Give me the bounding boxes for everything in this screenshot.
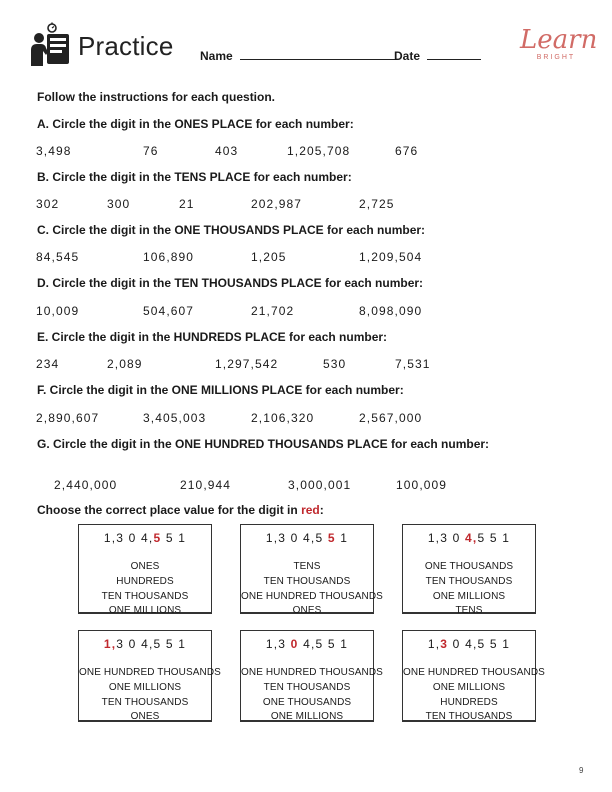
box-number xyxy=(241,637,373,653)
instructions-heading: Follow the instructions for each question. xyxy=(37,90,276,104)
answer-option[interactable]: HUNDREDS xyxy=(440,696,498,708)
number-item[interactable]: 76 xyxy=(143,144,159,158)
highlighted-digit: 5 xyxy=(327,531,336,545)
choose-label-red-word: red xyxy=(301,503,320,517)
answer-option[interactable]: ONE MILLIONS xyxy=(432,681,506,693)
number-item[interactable]: 300 xyxy=(107,197,131,211)
answer-option[interactable]: TEN THOUSANDS xyxy=(263,575,351,587)
question-f-numbers xyxy=(36,411,596,427)
number-item[interactable]: 202,987 xyxy=(251,197,303,211)
question-d-numbers xyxy=(36,304,596,320)
answer-option[interactable]: ONES xyxy=(130,561,160,572)
learn-bright-logo xyxy=(520,25,598,67)
answer-option[interactable]: HUNDREDS xyxy=(116,575,174,587)
number-item[interactable]: 21 xyxy=(179,197,195,211)
place-value-box xyxy=(402,524,536,617)
number-item[interactable]: 210,944 xyxy=(180,478,232,492)
question-a-title: A. Circle the digit in the ONES PLACE for each number: xyxy=(37,117,354,131)
answer-option[interactable]: TENS xyxy=(293,561,321,572)
box-number-part: 3 0 4,5 5 1 xyxy=(116,637,187,651)
box-number xyxy=(79,531,211,547)
number-item[interactable]: 403 xyxy=(215,144,239,158)
answer-option[interactable]: ONE MILLIONS xyxy=(108,605,182,617)
box-number-part: 5 5 1 xyxy=(477,531,511,545)
answer-option[interactable]: ONE HUNDRED THOUSANDS xyxy=(79,667,221,678)
question-d-title: D. Circle the digit in the TEN THOUSANDS PLACE for each number: xyxy=(37,276,424,290)
question-a-numbers xyxy=(36,144,596,160)
answer-option[interactable]: ONES xyxy=(292,605,322,617)
date-blank-line[interactable] xyxy=(427,49,481,60)
answer-option[interactable]: TEN THOUSANDS xyxy=(263,681,351,693)
name-field[interactable] xyxy=(200,49,398,63)
worksheet-header xyxy=(30,18,598,73)
number-item[interactable]: 100,009 xyxy=(396,478,448,492)
place-value-box xyxy=(78,630,221,723)
answer-option[interactable]: ONE HUNDRED THOUSANDS xyxy=(241,667,383,678)
place-value-box xyxy=(78,524,212,617)
page-number: 9 xyxy=(579,766,584,775)
box-number-part: 1, xyxy=(427,637,441,651)
name-label: Name xyxy=(200,49,233,63)
place-value-box xyxy=(402,630,545,723)
box-number-part: 1,3 0 4, xyxy=(103,531,154,545)
number-item[interactable]: 21,702 xyxy=(251,304,295,318)
logo-subtitle: BRIGHT xyxy=(536,54,576,61)
question-c-title: C. Circle the digit in the ONE THOUSANDS PLACE for each number: xyxy=(37,223,426,237)
box-number xyxy=(241,531,373,547)
place-value-box xyxy=(240,630,383,723)
number-item[interactable]: 3,000,001 xyxy=(288,478,352,492)
highlighted-digit: 4, xyxy=(465,531,478,545)
highlighted-digit: 5 xyxy=(153,531,162,545)
box-number xyxy=(403,637,535,653)
question-e-numbers xyxy=(36,357,596,373)
question-b-title: B. Circle the digit in the TENS PLACE for each number: xyxy=(37,170,352,184)
box-number xyxy=(79,637,211,653)
choose-place-value-heading xyxy=(37,503,324,517)
highlighted-digit: 3 xyxy=(440,637,449,651)
answer-option[interactable]: ONE THOUSANDS xyxy=(262,696,352,708)
box-number-part: 1,3 xyxy=(265,637,291,651)
number-item[interactable]: 676 xyxy=(395,144,419,158)
number-item[interactable]: 2,890,607 xyxy=(36,411,100,425)
number-item[interactable]: 2,725 xyxy=(359,197,395,211)
number-item[interactable]: 10,009 xyxy=(36,304,80,318)
number-item[interactable]: 2,440,000 xyxy=(54,478,118,492)
question-g-title: G. Circle the digit in the ONE HUNDRED THOUSANDS PLACE for each number: xyxy=(37,437,490,451)
logo-word: Learn xyxy=(520,25,598,55)
choose-label-colon: : xyxy=(319,503,324,517)
box-number-part: 1,3 0 xyxy=(427,531,466,545)
number-item[interactable]: 1,205,708 xyxy=(287,144,351,158)
question-f-title: F. Circle the digit in the ONE MILLIONS PLACE for each number: xyxy=(37,383,404,397)
answer-option[interactable]: ONE HUNDRED THOUSANDS xyxy=(403,667,545,678)
highlighted-digit: 0 xyxy=(290,637,299,651)
name-blank-line[interactable] xyxy=(240,49,398,60)
date-field[interactable] xyxy=(394,49,481,63)
number-item[interactable]: 8,098,090 xyxy=(359,304,423,318)
answer-option[interactable]: TEN THOUSANDS xyxy=(101,696,189,708)
box-number xyxy=(403,531,535,547)
question-g-numbers xyxy=(36,478,596,494)
highlighted-digit: 1, xyxy=(103,637,117,651)
number-item[interactable]: 2,567,000 xyxy=(359,411,423,425)
box-number-part: 0 4,5 5 1 xyxy=(448,637,511,651)
box-number-part: 1 xyxy=(335,531,349,545)
number-item[interactable]: 7,531 xyxy=(395,357,431,371)
date-label: Date xyxy=(394,49,421,63)
question-c-numbers xyxy=(36,250,596,266)
number-item[interactable]: 3,498 xyxy=(36,144,72,158)
answer-option[interactable]: TEN THOUSANDS xyxy=(425,711,513,723)
answer-option[interactable]: ONE HUNDRED THOUSANDS xyxy=(241,590,383,602)
box-number-part: 4,5 5 1 xyxy=(298,637,349,651)
number-item[interactable]: 2,089 xyxy=(107,357,143,371)
answer-option[interactable]: TENS xyxy=(455,605,483,617)
number-item[interactable]: 84,545 xyxy=(36,250,80,264)
page-title: Practice xyxy=(78,31,174,61)
question-b-numbers xyxy=(36,197,596,213)
box-number-part: 1,3 0 4,5 xyxy=(265,531,328,545)
answer-option[interactable]: ONE MILLIONS xyxy=(108,681,182,693)
number-item[interactable]: 302 xyxy=(36,197,60,211)
answer-option[interactable]: TEN THOUSANDS xyxy=(425,575,513,587)
place-value-box xyxy=(240,524,383,617)
question-e-title: E. Circle the digit in the HUNDREDS PLACE for each number: xyxy=(37,330,388,344)
box-number-part: 5 1 xyxy=(161,531,187,545)
student-at-board-icon xyxy=(30,22,72,70)
answer-option[interactable]: TEN THOUSANDS xyxy=(101,590,189,602)
number-item[interactable]: 1,297,542 xyxy=(215,357,279,371)
number-item[interactable]: 530 xyxy=(323,357,347,371)
answer-option[interactable]: ONE THOUSANDS xyxy=(424,561,514,572)
answer-option[interactable]: ONE MILLIONS xyxy=(432,590,506,602)
choose-label-text: Choose the correct place value for the digit in xyxy=(37,503,298,517)
number-item[interactable]: 234 xyxy=(36,357,60,371)
number-item[interactable]: 1,209,504 xyxy=(359,250,423,264)
number-item[interactable]: 504,607 xyxy=(143,304,195,318)
answer-option[interactable]: ONES xyxy=(130,711,160,723)
number-item[interactable]: 3,405,003 xyxy=(143,411,207,425)
number-item[interactable]: 2,106,320 xyxy=(251,411,315,425)
answer-option[interactable]: ONE MILLIONS xyxy=(270,711,344,723)
number-item[interactable]: 1,205 xyxy=(251,250,287,264)
number-item[interactable]: 106,890 xyxy=(143,250,195,264)
